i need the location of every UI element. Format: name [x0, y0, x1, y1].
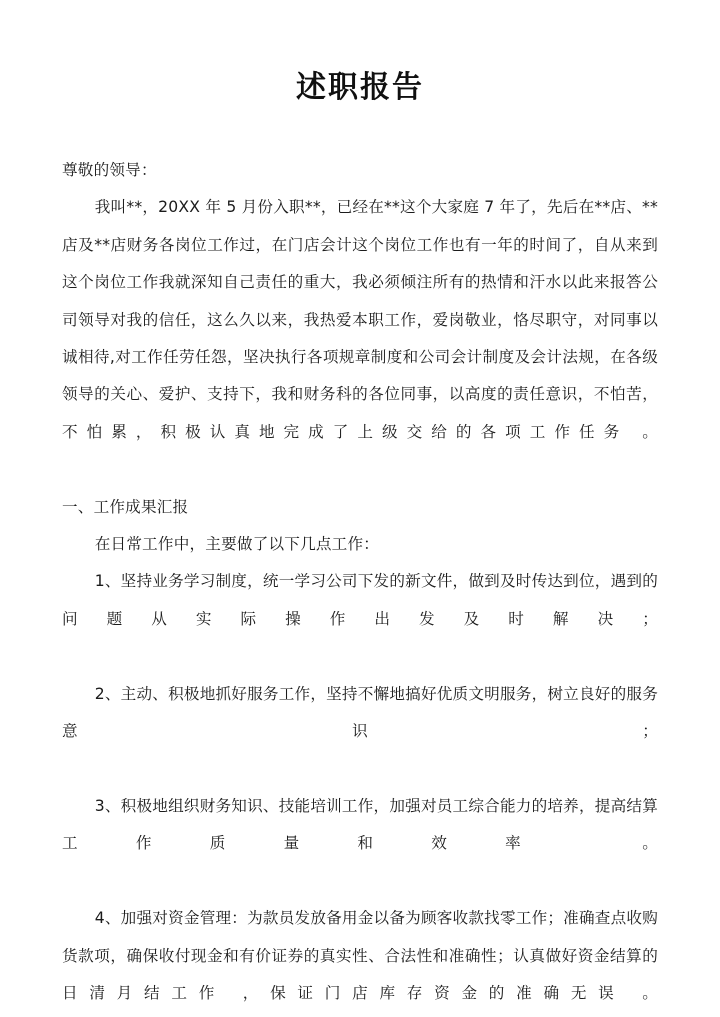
list-item-3: 3、积极地组织财务知识、技能培训工作，加强对员工综合能力的培养，提高结算工作质量和效率 。 [62, 796, 658, 853]
list-item-2: 2、主动、积极地抓好服务工作，坚持不懈地搞好优质文明服务，树立良好的服务意识； [62, 684, 658, 741]
intro-paragraph: 我叫**，20XX 年 5 月份入职**，已经在**这个大家庭 7 年了，先后在**店、**店及**店财务各岗位工作过，在门店会计这个岗位工作也有一年的时间了，自从来到这个岗位工作我就深知自己责任的重大，我必须倾注所有的热情和汗水以此来报答公司领导对我的信任，这么久以来，我热爱本职工作，爱岗敬业，恪尽职守，对同事以诚相待,对工作任劳任怨，坚决执行各项规章制度和公司会计制度及会计法规，在各级领导的关心、爱护、支持下，我和财务科的各位同事，以高度的责任意识，不怕苦，不怕累，积极认真地完成了上级交给的各项工作任务 。 [62, 198, 658, 441]
list-item-1: 1、坚持业务学习制度，统一学习公司下发的新文件，做到及时传达到位，遇到的问题从实际操作出发及时解决； [62, 572, 658, 628]
section-heading-work-results: 一、工作成果汇报 [62, 497, 189, 516]
document-body [62, 152, 658, 1017]
salutation-paragraph: 尊敬的领导： [62, 161, 157, 179]
list-item-4: 4、加强对资金管理：为款员发放备用金以备为顾客收款找零工作；准确查点收购货款项，确保收付现金和有价证券的真实性、合法性和准确性；认真做好资金结算的日清月结工作 ，保证门店库存资金的准确无误 。 [62, 909, 658, 1002]
section-lead-paragraph: 在日常工作中，主要做了以下几点工作： [94, 535, 380, 554]
page-title: 述职报告 [296, 70, 424, 105]
